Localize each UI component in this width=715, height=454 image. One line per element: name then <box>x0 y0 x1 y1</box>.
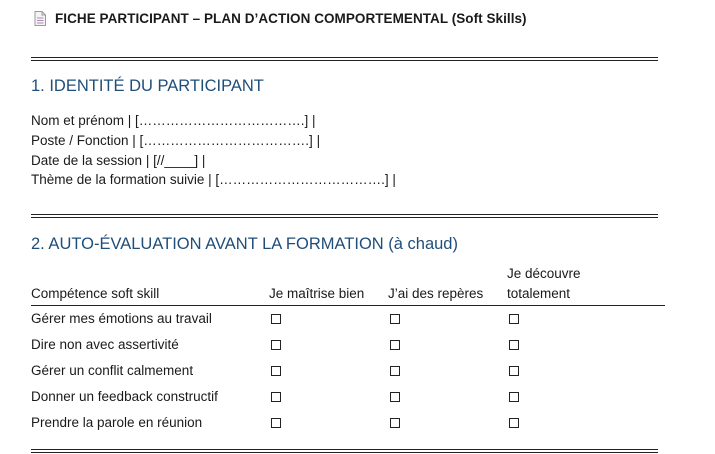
checkbox-discovering[interactable] <box>509 314 519 324</box>
table-row <box>31 332 665 358</box>
table-row <box>31 306 665 332</box>
skill-label: Donner un feedback constructif <box>31 389 218 404</box>
table-row <box>31 358 665 384</box>
checkbox-mastered[interactable] <box>271 418 281 428</box>
checkbox-some-knowledge[interactable] <box>390 366 400 376</box>
checkbox-mastered[interactable] <box>271 314 281 324</box>
column-header-skill: Compétence soft skill <box>31 286 160 301</box>
document-header <box>34 11 527 26</box>
checkbox-mastered[interactable] <box>271 392 281 402</box>
skill-label: Gérer mes émotions au travail <box>31 311 212 326</box>
checkbox-some-knowledge[interactable] <box>390 340 400 350</box>
checkbox-discovering[interactable] <box>509 366 519 376</box>
checkbox-mastered[interactable] <box>271 366 281 376</box>
skill-label: Gérer un conflit calmement <box>31 363 194 378</box>
skill-label: Prendre la parole en réunion <box>31 415 203 430</box>
field-training-theme[interactable]: Thème de la formation suivie | [……………………………….] | <box>31 172 396 188</box>
field-session-date[interactable]: Date de la session | [//____] | <box>31 152 206 168</box>
column-header-discovering-line1: Je découvre <box>507 266 581 281</box>
checkbox-mastered[interactable] <box>271 340 281 350</box>
field-name[interactable]: Nom et prénom | [……………………………….] | <box>31 113 316 128</box>
section-divider <box>31 449 658 453</box>
checkbox-some-knowledge[interactable] <box>390 314 400 324</box>
section1-heading: 1. IDENTITÉ DU PARTICIPANT <box>31 77 264 95</box>
skill-label: Dire non avec assertivité <box>31 337 179 352</box>
field-position[interactable]: Poste / Fonction | [……………………………….] | <box>31 132 321 148</box>
section-divider <box>31 57 658 61</box>
column-header-discovering-line2: totalement <box>507 286 571 301</box>
document-icon <box>34 11 46 26</box>
checkbox-some-knowledge[interactable] <box>390 418 400 428</box>
section2-heading: 2. AUTO-ÉVALUATION AVANT LA FORMATION (à chaud) <box>31 235 458 253</box>
document-title: FICHE PARTICIPANT – PLAN D’ACTION COMPORTEMENTAL (Soft Skills) <box>55 11 527 26</box>
checkbox-some-knowledge[interactable] <box>390 392 400 402</box>
column-header-some-knowledge: J’ai des repères <box>388 286 484 301</box>
table-row <box>31 384 665 410</box>
column-header-mastered: Je maîtrise bien <box>269 286 365 301</box>
table-row <box>31 410 665 436</box>
checkbox-discovering[interactable] <box>509 340 519 350</box>
checkbox-discovering[interactable] <box>509 418 519 428</box>
section-divider <box>31 214 658 218</box>
checkbox-discovering[interactable] <box>509 392 519 402</box>
participant-identity-fields <box>31 111 396 190</box>
